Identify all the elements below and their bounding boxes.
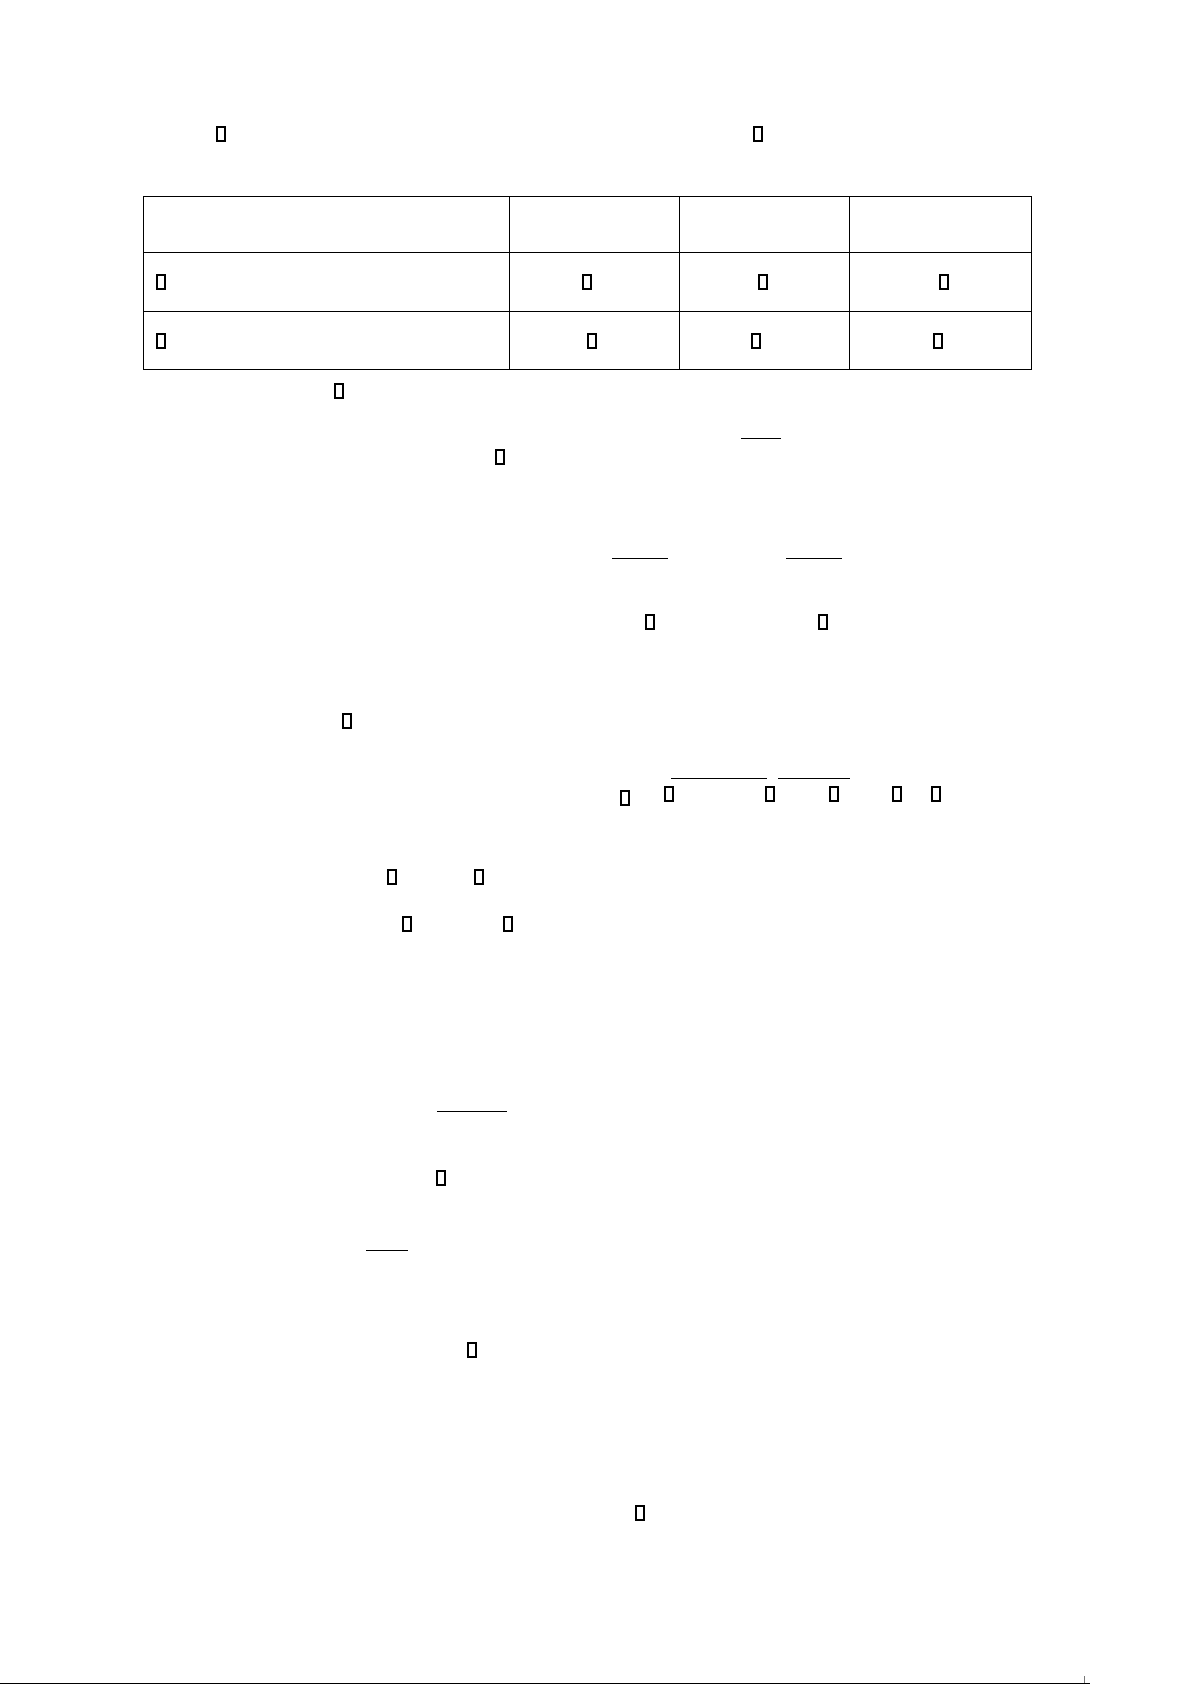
table-cell-mark — [582, 274, 592, 290]
fraction1-mark — [436, 1170, 446, 1186]
table-header-cell — [850, 197, 1032, 253]
table-cell-mark — [156, 333, 166, 349]
table-cell — [144, 253, 510, 312]
line2-right-mark — [818, 614, 828, 630]
table-cell-mark — [939, 274, 949, 290]
table-cell — [680, 312, 850, 370]
footer-rule — [0, 1683, 1090, 1684]
table-row — [144, 253, 1032, 312]
table-cell — [850, 312, 1032, 370]
fraction-bar — [437, 1111, 507, 1112]
table-cell — [144, 312, 510, 370]
footer-tick — [1084, 1676, 1091, 1683]
fraction-bar — [366, 1250, 408, 1251]
table-cell-mark — [587, 333, 597, 349]
line3-mark — [342, 713, 352, 729]
pair2-mark-b — [503, 916, 513, 932]
bottom-mark — [635, 1505, 645, 1521]
table-row — [144, 312, 1032, 370]
fraction-bar — [778, 778, 850, 779]
fraction-bar — [786, 558, 842, 559]
table-header-cell — [510, 197, 680, 253]
data-table — [143, 196, 1032, 370]
table-note-mark — [334, 383, 344, 399]
header-left-mark — [216, 126, 226, 142]
table-cell — [510, 253, 680, 312]
table-cell — [680, 253, 850, 312]
equation-mark — [829, 786, 839, 802]
pair1-mark-b — [474, 869, 484, 885]
equation-mark — [664, 786, 674, 802]
fraction2-mark — [467, 1342, 477, 1358]
table-header-cell — [680, 197, 850, 253]
equation-mark — [931, 786, 941, 802]
table-cell-mark — [156, 274, 166, 290]
pair2-mark-a — [402, 916, 412, 932]
table-cell-mark — [933, 333, 943, 349]
pair1-mark-a — [387, 869, 397, 885]
table-cell-mark — [758, 274, 768, 290]
equation-mark — [765, 786, 775, 802]
equation-mark — [620, 790, 630, 806]
table-header-cell — [144, 197, 510, 253]
equation-mark — [892, 786, 902, 802]
table-cell-mark — [751, 333, 761, 349]
header-right-mark — [753, 126, 763, 142]
table-header-row — [144, 197, 1032, 253]
fraction-bar — [671, 778, 767, 779]
fraction-bar — [612, 558, 668, 559]
fraction-bar — [741, 438, 781, 439]
line1-mark — [495, 449, 505, 465]
table-cell — [510, 312, 680, 370]
table-cell — [850, 253, 1032, 312]
line2-left-mark — [645, 614, 655, 630]
